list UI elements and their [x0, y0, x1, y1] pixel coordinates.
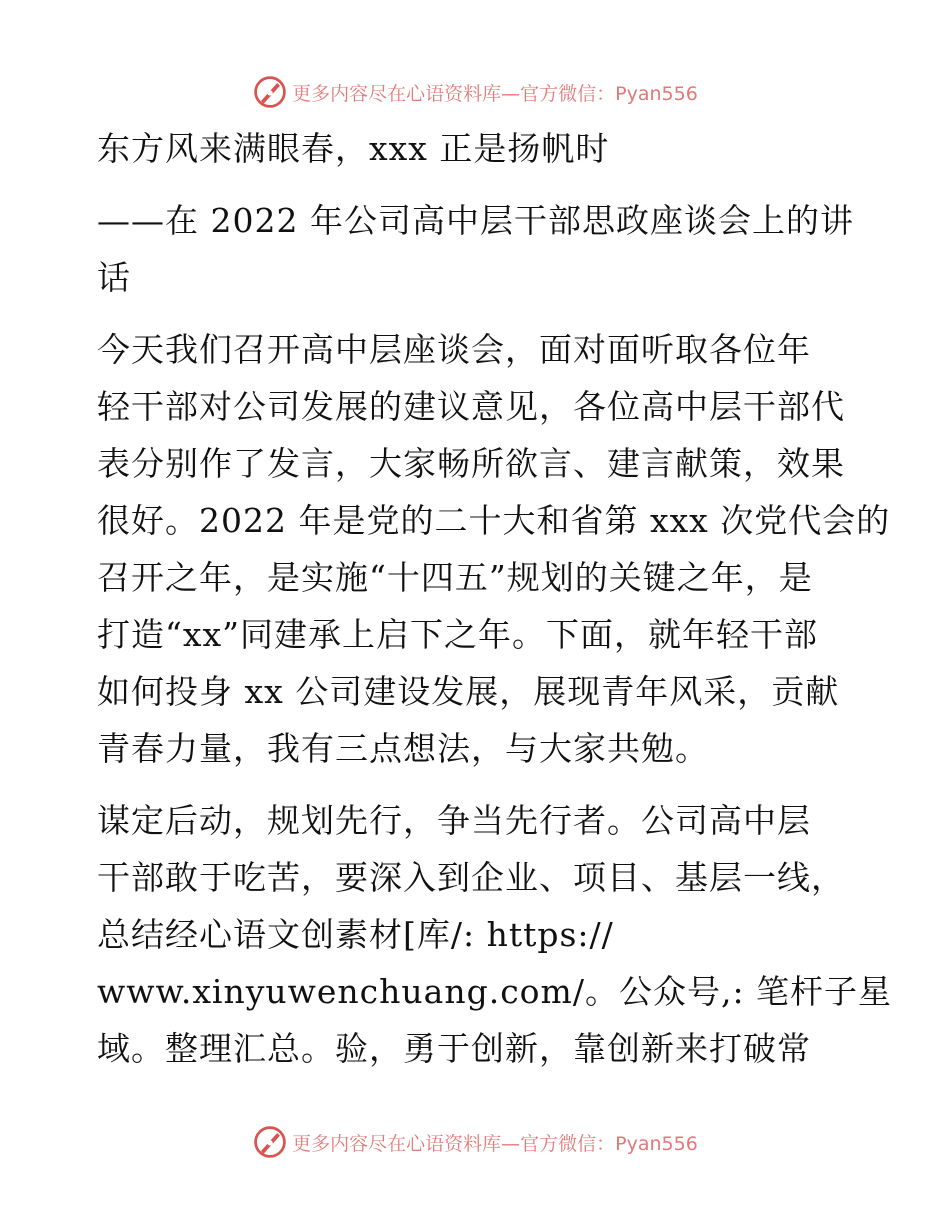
watermark-text: 更多内容尽在心语资料库—官方微信：Pyan556	[292, 82, 698, 105]
paragraph-line: 召开之年，是实施“十四五”规划的关键之年，是	[97, 558, 813, 597]
paragraph-line: 总结经心语文创素材[库/: https://	[97, 915, 614, 954]
paragraph-line: 域。整理汇总。验，勇于创新，靠创新来打破常	[97, 1029, 811, 1068]
watermark-text: 更多内容尽在心语资料库—官方微信：Pyan556	[292, 1132, 698, 1155]
paragraph-line: 很好。2022 年是党的二十大和省第 xxx 次党代会的	[97, 501, 891, 540]
paragraph-line: 干部敢于吃苦，要深入到企业、项目、基层一线，	[97, 858, 845, 897]
paragraph-line: 青春力量，我有三点想法，与大家共勉。	[97, 729, 709, 768]
paragraph-line: www.xinyuwenchuang.com/。公众号,: 笔杆子星	[97, 972, 893, 1011]
footer-watermark	[0, 1124, 950, 1160]
paragraph-line: 表分别作了发言，大家畅所欲言、建言献策，效果	[97, 444, 845, 483]
header-watermark	[0, 74, 950, 110]
document-title: 东方风来满眼春，xxx 正是扬帆时	[97, 129, 610, 168]
paragraph-line: 谋定后动，规划先行，争当先行者。公司高中层	[97, 801, 811, 840]
paragraph-line: 今天我们召开高中层座谈会，面对面听取各位年	[97, 330, 811, 369]
paragraph-line: 轻干部对公司发展的建议意见，各位高中层干部代	[97, 387, 845, 426]
document-subtitle-line: ——在 2022 年公司高中层干部思政座谈会上的讲	[97, 201, 854, 240]
pen-logo-icon	[252, 1124, 288, 1160]
document-body	[97, 120, 893, 1077]
document-subtitle-line: 话	[97, 258, 131, 297]
paragraph-line: 如何投身 xx 公司建设发展，展现青年风采，贡献	[97, 672, 840, 711]
paragraph-line: 打造“xx”同建承上启下之年。下面，就年轻干部	[97, 615, 818, 654]
pen-logo-icon	[252, 74, 288, 110]
